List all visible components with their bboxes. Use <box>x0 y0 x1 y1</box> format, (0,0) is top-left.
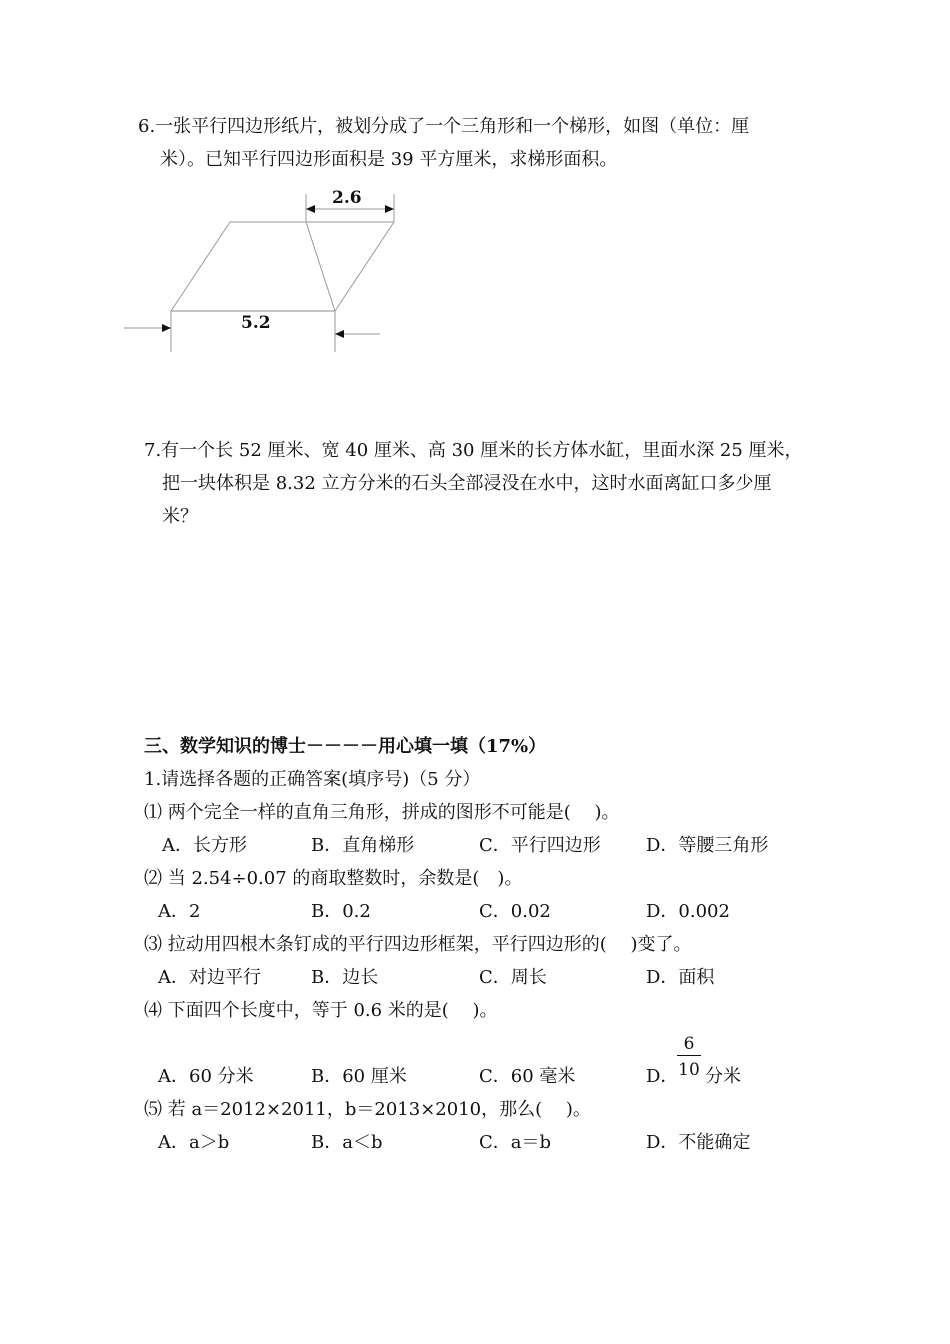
section3-intro: 1.请选择各题的正确答案(填序号)（5 分） <box>144 769 481 790</box>
question-stem-3: ⑶ 拉动用四根木条钉成的平行四边形框架，平行四边形的( )变了。 <box>144 934 692 955</box>
question-stem-5: ⑸ 若 a＝2012×2011，b＝2013×2010，那么( )。 <box>144 1099 591 1120</box>
question-stem-4: ⑷ 下面四个长度中，等于 0.6 米的是( )。 <box>144 1000 498 1021</box>
fraction-bar <box>677 1055 701 1056</box>
fraction-six-tenths <box>677 1036 701 1082</box>
q7-line2: 把一块体积是 8.32 立方分米的石头全部浸没在水中，这时水面离缸口多少厘 <box>162 473 772 494</box>
fraction-numerator: 6 <box>683 1034 695 1054</box>
option-d: D． <box>646 1066 679 1087</box>
option-c: C．周长 <box>479 967 547 988</box>
arrow-bottom-left <box>162 324 171 332</box>
option-d: D．0.002 <box>646 901 730 922</box>
option-b: B．0.2 <box>311 901 371 922</box>
option-b: B．60 厘米 <box>311 1066 407 1087</box>
option-c: C．60 毫米 <box>479 1066 576 1087</box>
option-c: C．平行四边形 <box>479 835 601 856</box>
option-b: B．a＜b <box>311 1132 383 1153</box>
figure-right-edge <box>335 222 394 311</box>
q7-line3: 米？ <box>162 506 198 527</box>
figure-left-edge <box>171 222 230 311</box>
section3-title: 三、数学知识的博士－－－－用心填一填（17%） <box>144 736 547 757</box>
option-d: D．不能确定 <box>646 1132 751 1153</box>
q6-line1: 6.一张平行四边形纸片，被划分成了一个三角形和一个梯形，如图（单位：厘 <box>138 116 750 137</box>
fraction-unit: 分米 <box>705 1066 741 1087</box>
option-c: C．0.02 <box>479 901 551 922</box>
arrow-bottom-right <box>335 330 344 338</box>
parallelogram-figure <box>110 180 410 365</box>
option-b: B．直角梯形 <box>311 835 415 856</box>
q6-line2: 米）。已知平行四边形面积是 39 平方厘米，求梯形面积。 <box>160 149 618 170</box>
q7-line1: 7.有一个长 52 厘米、宽 40 厘米、高 30 厘米的长方体水缸，里面水深 25 厘米， <box>144 440 803 461</box>
option-a: A．长方形 <box>162 835 247 856</box>
arrow-left-top <box>306 205 315 213</box>
figure-top-label: 2.6 <box>332 188 362 208</box>
question-stem-2: ⑵ 当 2.54÷0.07 的商取整数时，余数是( )。 <box>144 868 523 889</box>
question-stem-1: ⑴ 两个完全一样的直角三角形，拼成的图形不可能是( )。 <box>144 802 620 823</box>
option-a: A．60 分米 <box>158 1066 254 1087</box>
option-a: A．a＞b <box>158 1132 230 1153</box>
option-c: C．a＝b <box>479 1132 552 1153</box>
option-d: D．等腰三角形 <box>646 835 769 856</box>
fraction-denominator: 10 <box>678 1060 700 1080</box>
option-a: A．2 <box>158 901 201 922</box>
option-a: A．对边平行 <box>158 967 261 988</box>
option-d: D．面积 <box>646 967 715 988</box>
arrow-right-top <box>385 205 394 213</box>
figure-divider <box>306 222 335 311</box>
figure-bottom-label: 5.2 <box>241 313 271 333</box>
option-b: B．边长 <box>311 967 379 988</box>
